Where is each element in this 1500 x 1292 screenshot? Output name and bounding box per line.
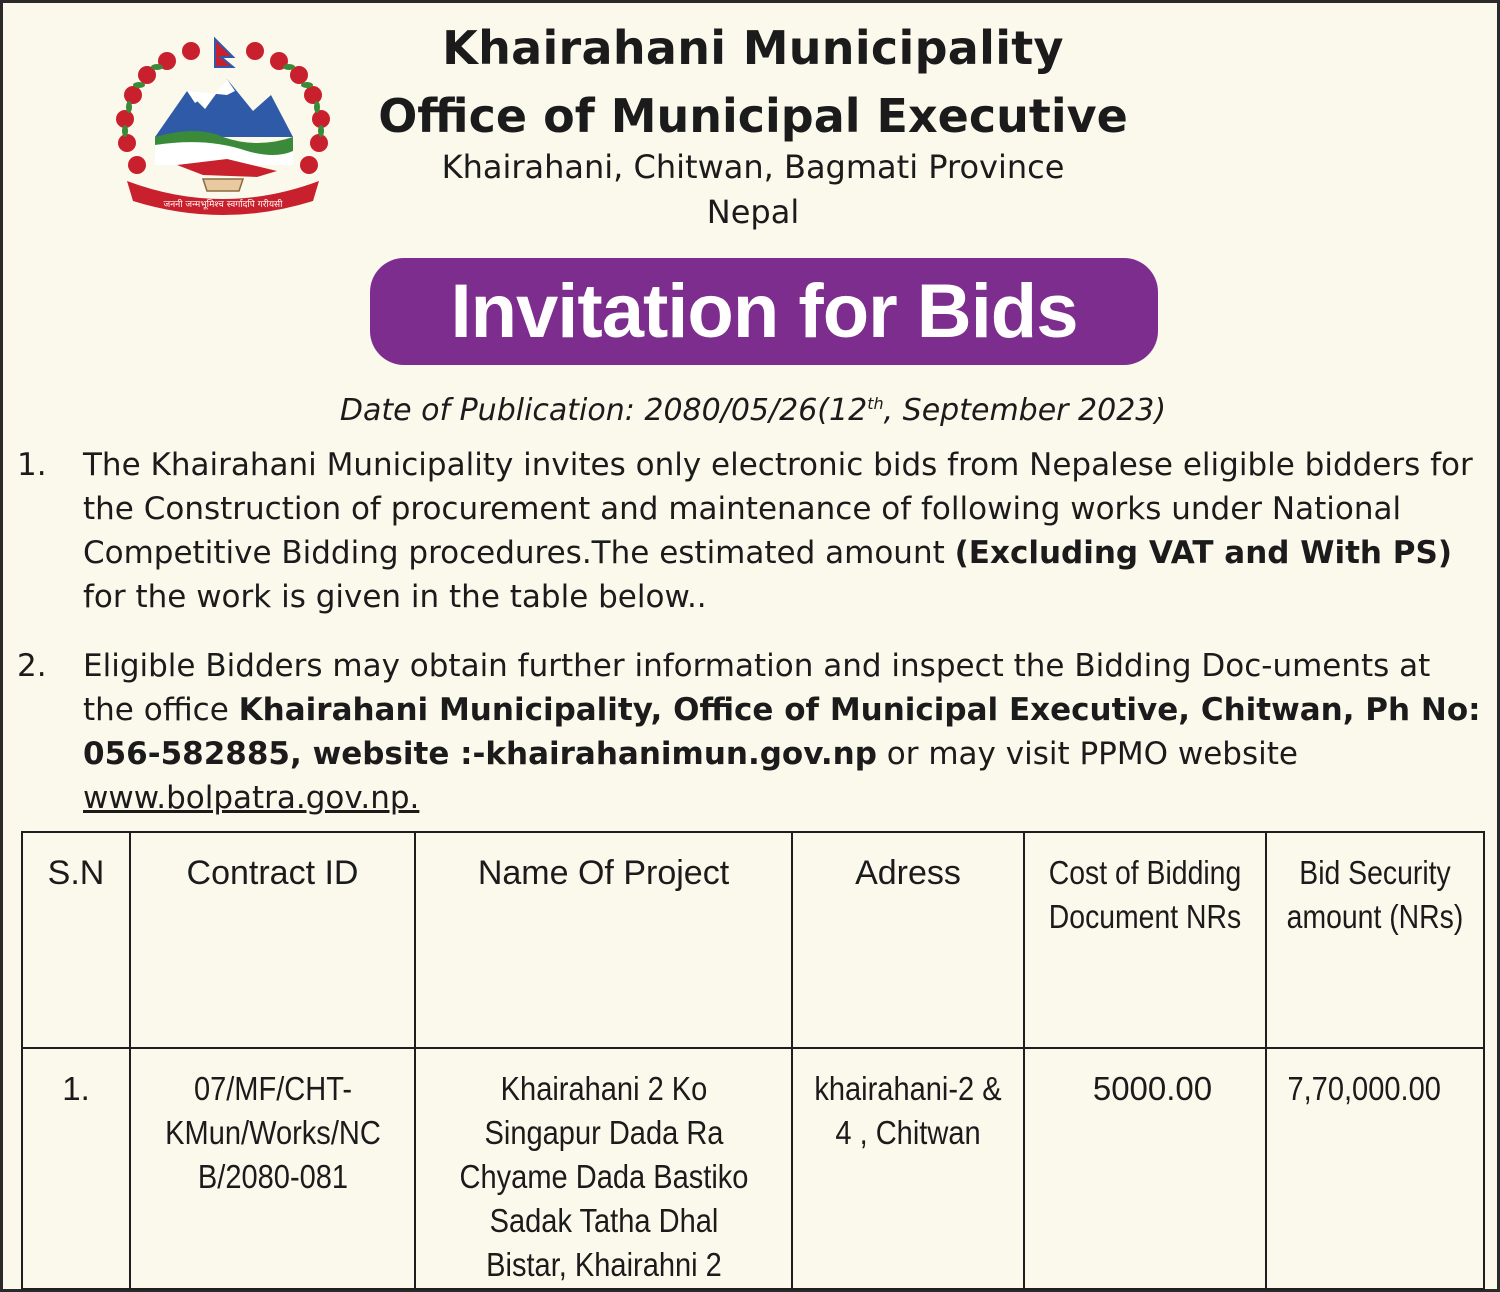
cell-address: khairahani-2 & 4 , Chitwan xyxy=(792,1048,1024,1289)
cell-project-name: Khairahani 2 Ko Singapur Dada Ra Chyame Dada Bastiko Sadak Tatha Dhal Bistar, Khairahni 2 xyxy=(415,1048,792,1289)
header-project-name: Name Of Project xyxy=(415,832,792,1048)
office-contact-info: Khairahani Municipality, Office of Municipal Executive, Chitwan, Ph No: 056-582885, website :-khairahanimun.gov.np xyxy=(83,692,1481,772)
excluding-vat-note: (Excluding VAT and With PS) xyxy=(954,535,1452,571)
bids-table xyxy=(21,831,1485,1290)
country-name: Nepal xyxy=(706,193,800,231)
cell-contract-id: 07/MF/CHT-KMun/Works/NCB/2080-081 xyxy=(130,1048,415,1289)
notice-heading: Invitation for Bids xyxy=(370,258,1158,365)
cell-bid-security: 7,70,000.00 xyxy=(1266,1048,1484,1289)
header-sn: S.N xyxy=(22,832,130,1048)
header-address: Adress xyxy=(792,832,1024,1048)
header-bid-security: Bid Security amount (NRs) xyxy=(1281,832,1468,1048)
header-cost-of-document: Cost of Bidding Document NRs xyxy=(1041,832,1249,1048)
header-contract-id: Contract ID xyxy=(130,832,415,1048)
ppmo-website-link[interactable]: www.bolpatra.gov.np. xyxy=(83,780,420,816)
table-header-row xyxy=(22,832,1484,1048)
publication-date: Date of Publication: 2080/05/26(12th, September 2023) xyxy=(339,393,1167,428)
municipality-title: Khairahani Municipality xyxy=(442,21,1064,75)
cell-sn: 1. xyxy=(22,1048,130,1289)
paragraph-1: 1. The Khairahani Municipality invites only electronic bids from Nepalese eligible bidders for the Construction of procurement and maintenance of following works under National Competitive Bidding procedures.The estimated amount (Excluding VAT and With PS) for the work is given in the table below.. xyxy=(17,443,1487,619)
paragraph-2: 2. Eligible Bidders may obtain further information and inspect the Bidding Doc-uments at the office Khairahani Municipality, Office of Municipal Executive, Chitwan, Ph No: 056-582885, website :-khairahanimun.gov.np or may visit PPMO website www.bolpatra.gov.np. xyxy=(17,644,1487,820)
paragraph-number: 2. xyxy=(17,648,47,684)
office-address: Khairahani, Chitwan, Bagmati Province xyxy=(441,148,1065,186)
emblem-motto: जननी जन्मभूमिश्च स्वर्गादपि गरीयसी xyxy=(163,200,283,210)
table-row xyxy=(22,1048,1484,1289)
paragraph-number: 1. xyxy=(17,447,47,483)
cell-cost-of-document: 5000.00 xyxy=(1024,1048,1266,1289)
office-subtitle: Office of Municipal Executive xyxy=(378,89,1128,143)
